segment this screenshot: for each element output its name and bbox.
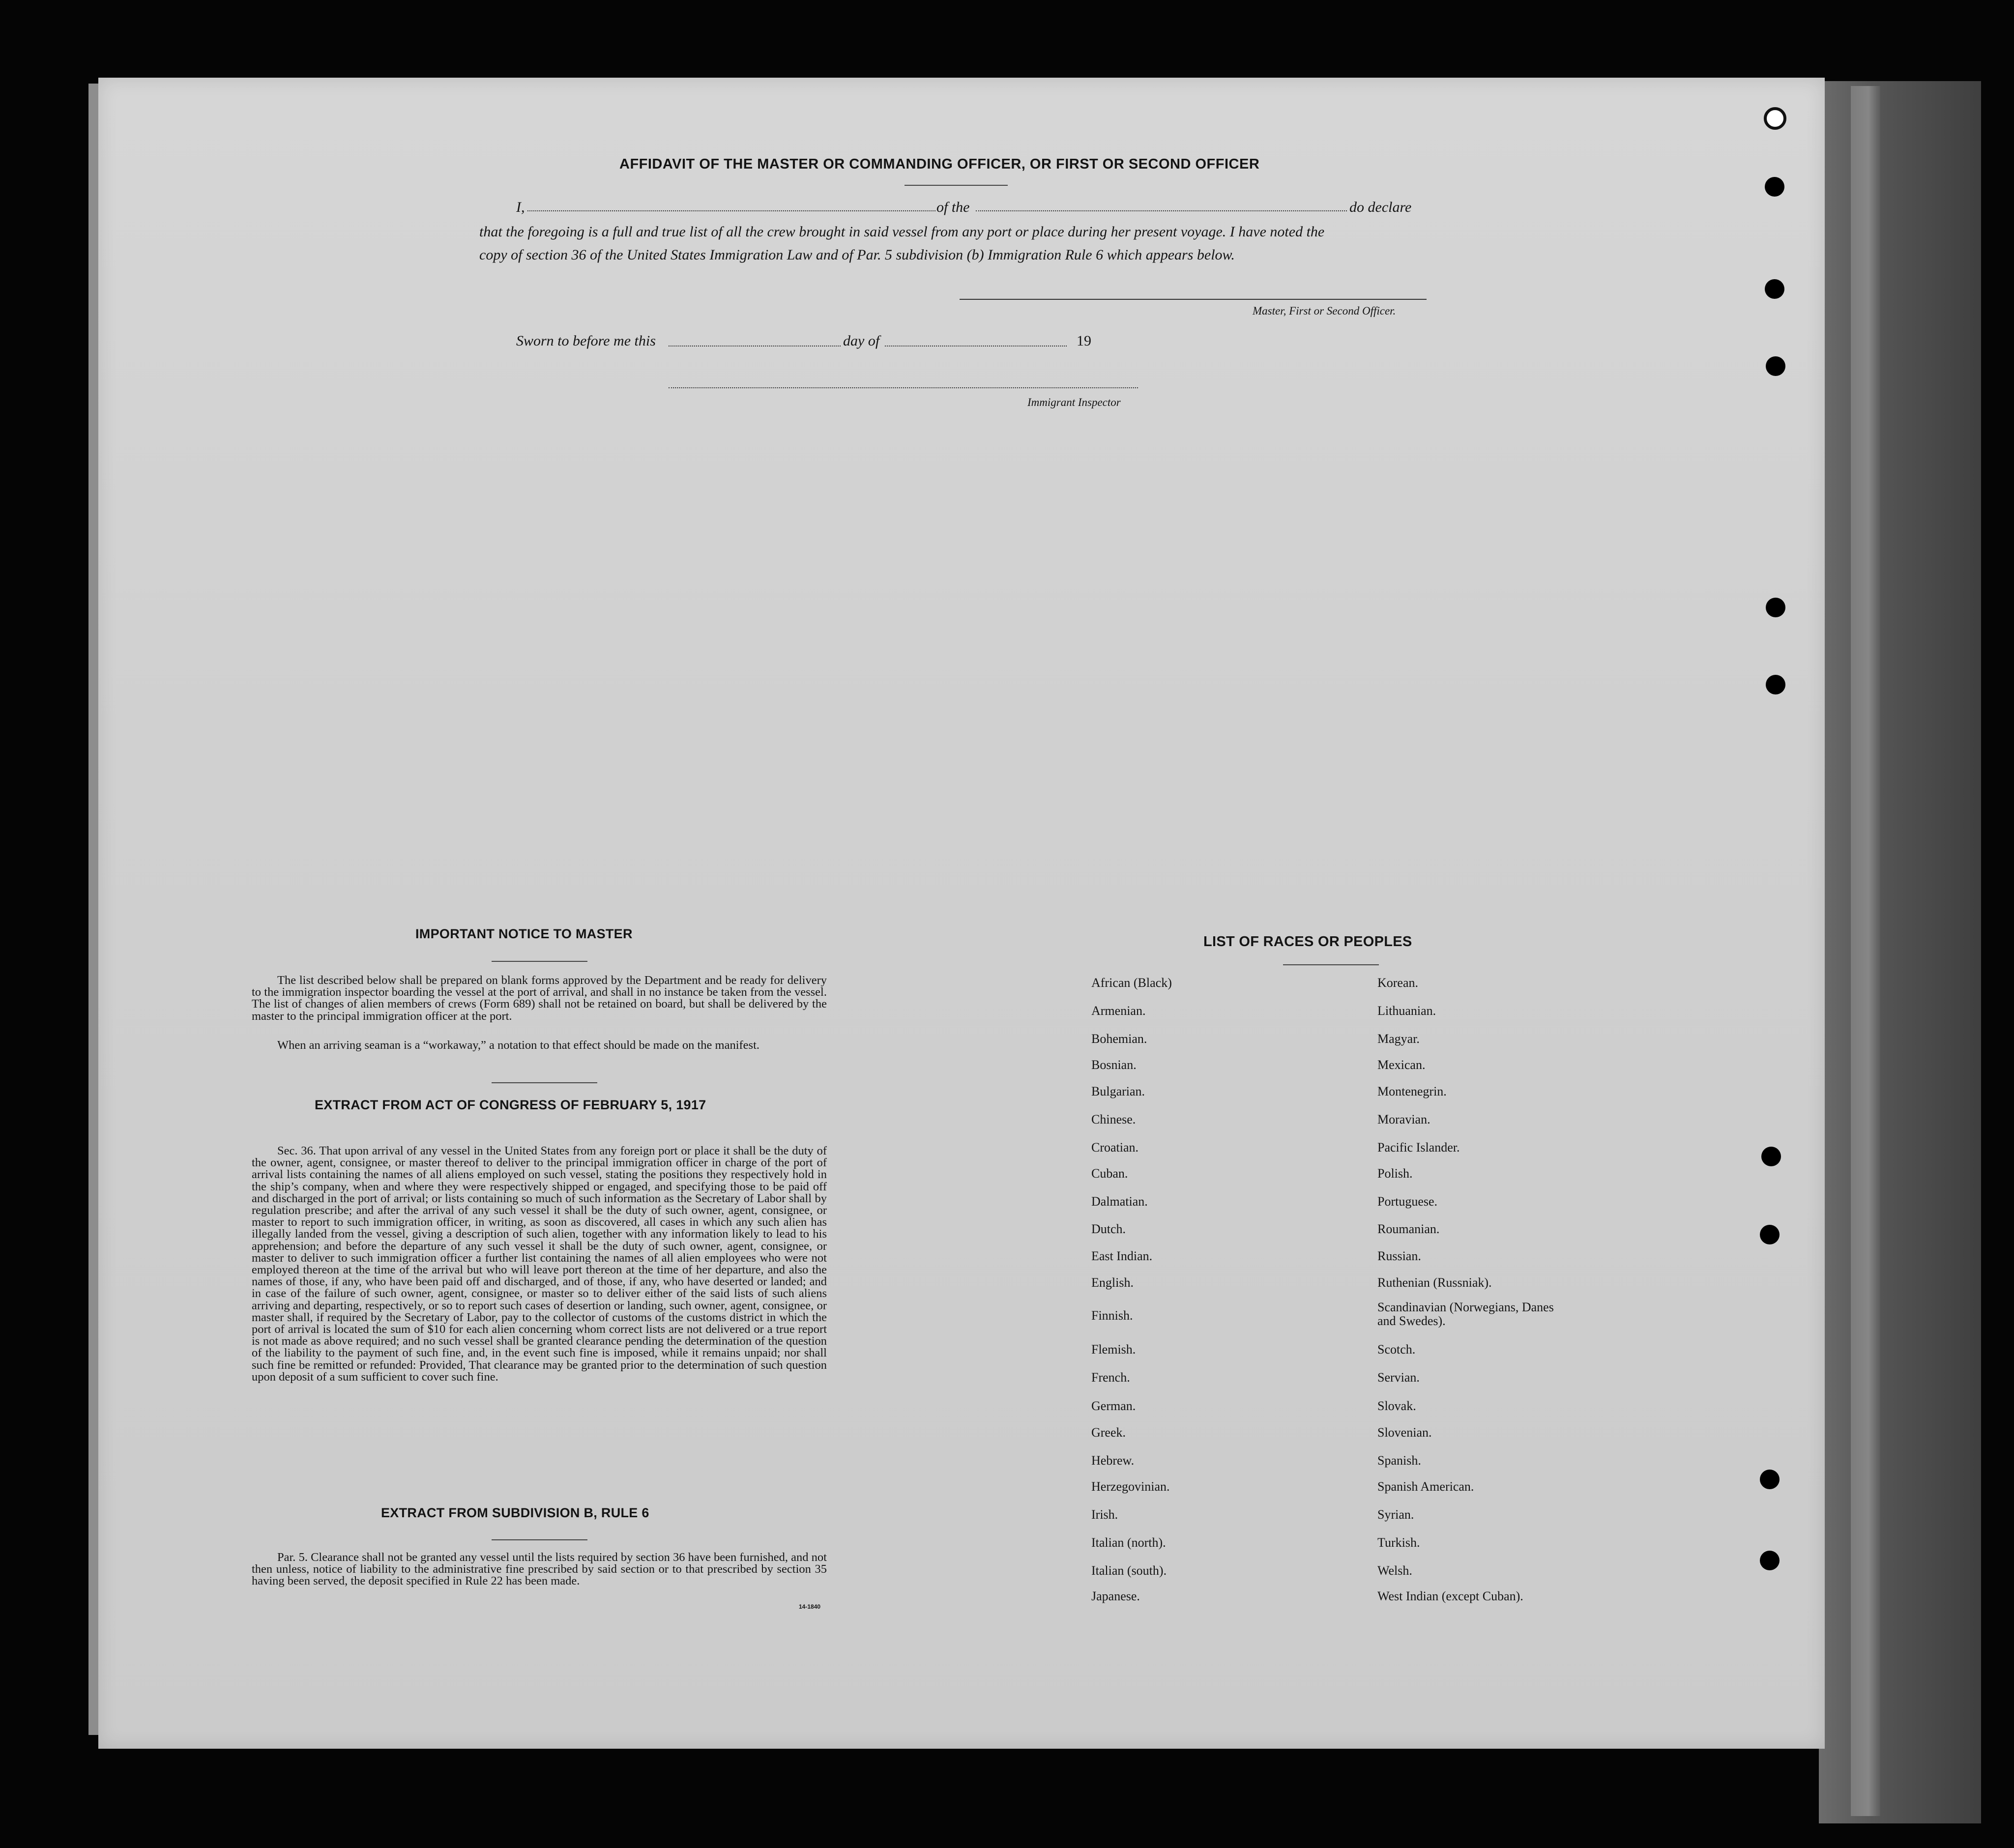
race-right: Russian. [1377,1249,1421,1263]
race-right: Syrian. [1377,1507,1414,1522]
race-right: Moravian. [1377,1112,1430,1126]
officer-signature-line[interactable] [960,299,1427,300]
inspector-signature-line[interactable] [669,387,1138,388]
race-right: Magyar. [1377,1032,1420,1046]
race-left: East Indian. [1091,1249,1153,1263]
form-number: 14-1840 [799,1603,821,1610]
binder-hole [1766,598,1785,617]
race-left: Armenian. [1091,1004,1146,1018]
inspector-caption: Immigrant Inspector [1027,396,1121,408]
affidavit-line1-start: I, [516,199,525,215]
binder-hole [1765,177,1784,197]
race-left: Dutch. [1091,1222,1126,1236]
race-left: Bulgarian. [1091,1084,1145,1098]
race-right: Lithuanian. [1377,1004,1436,1018]
binder-hole [1761,1147,1781,1166]
sworn-start: Sworn to before me this [516,333,656,349]
race-right: Spanish American. [1377,1479,1474,1494]
affidavit-title: AFFIDAVIT OF THE MASTER OR COMMANDING OFFICER, OR FIRST OR SECOND OFFICER [619,156,1260,172]
race-right: Portuguese. [1377,1194,1438,1209]
form-sheet [98,78,1825,1749]
binder-hole [1766,356,1785,376]
race-right: Spanish. [1377,1453,1421,1468]
race-left: Italian (south). [1091,1563,1167,1578]
race-right: Roumanian. [1377,1222,1440,1236]
race-right: Welsh. [1377,1563,1412,1578]
race-left: Chinese. [1091,1112,1136,1126]
affidavit-line3: copy of section 36 of the United States Immigration Law and of Par. 5 subdivision (b) Immigration Rule 6 which appears below. [479,247,1235,263]
vessel-field[interactable] [976,210,1347,211]
race-left: Herzegovinian. [1091,1479,1170,1494]
act-title: EXTRACT FROM ACT OF CONGRESS OF FEBRUARY 5, 1917 [315,1097,706,1112]
race-right: Mexican. [1377,1058,1426,1072]
race-right: Servian. [1377,1370,1420,1385]
binder-hole [1766,675,1785,694]
rule-title: EXTRACT FROM SUBDIVISION B, RULE 6 [381,1505,649,1520]
affidavit-title-rule [905,185,1008,186]
notice-title-rule [492,961,587,962]
binder-hole [1760,1470,1780,1489]
race-left: African (Black) [1091,976,1172,990]
race-right: Montenegrin. [1377,1084,1447,1098]
affidavit-line1-end: do declare [1349,199,1412,215]
officer-signature-caption: Master, First or Second Officer. [1253,305,1396,317]
race-right: Slovak. [1377,1399,1416,1413]
races-title: LIST OF RACES OR PEOPLES [1203,934,1412,950]
race-left: Bohemian. [1091,1032,1147,1046]
race-right: Scandinavian (Norwegians, Danes and Swedes). [1377,1300,1554,1328]
binder-hole [1760,1551,1780,1570]
underlying-page-edge [1851,86,1880,1816]
binder-hole [1765,279,1784,299]
binder-hole [1760,1225,1780,1244]
race-left: Cuban. [1091,1166,1128,1181]
race-left: Irish. [1091,1507,1118,1522]
race-right: Slovenian. [1377,1425,1432,1440]
act-text: Sec. 36. That upon arrival of any vessel in the United States from any foreign port or place it shall be the duty of the owner, agent, consignee, or master thereof to deliver to the principal immigration officer in charge of the port of arrival lists containing the names of all aliens employed on such vessel, stating the positions they respectively hold in the ship’s company, when and where they were respectively shipped or engaged, and specifying those to be paid off and discharged in the port of arrival; or lists containing so much of such information as the Secretary of Labor shall by regulation prescribe; and after the arrival of any such vessel it shall be the duty of such owner, agent, consignee, or master to report to such immigration officer, in writing, as soon as discovered, all cases in which any such alien has illegally landed from the vessel, giving a description of such alien, together with any information likely to lead to his apprehension; and before the departure of any such vessel it shall be the duty of such owner, agent, consignee, or master to deliver to such immigration officer a further list containing the names of all alien employees who were not employed thereon at the time of the arrival but who will leave port thereon at the time of her departure, and also the names of those, if any, who have been paid off and discharged, and of those, if any, who have deserted or landed; and in case of the failure of such owner, agent, consignee, or master so to deliver either of the said lists of such aliens arriving and departing, respectively, or so to report such cases of desertion or landing, such owner, agent, consignee, or master shall, if required by the Secretary of Labor, pay to the collector of customs of the customs district in which the port of arrival is located the sum of $10 for each alien concerning whom correct lists are not delivered or a true report is not made as above required; and no such vessel shall be granted clearance pending the determination of the question of the liability to the payment of such fine, and, in the event such fine is imposed, while it remains unpaid; nor shall such fine be remitted or refunded: Provided, That clearance may be granted prior to the determination of such question upon deposit of a sum sufficient to cover such fine. [252,1144,827,1384]
race-left: Croatian. [1091,1140,1139,1155]
race-right: Korean. [1377,976,1419,990]
notice-paragraph-2: When an arriving seaman is a “workaway,” a notation to that effect should be made on the manifest. [277,1039,760,1052]
race-left: Greek. [1091,1425,1126,1440]
sworn-mid: day of [843,333,880,349]
race-left: Dalmatian. [1091,1194,1148,1209]
notice-paragraph-1: The list described below shall be prepared on blank forms approved by the Department and be ready for delivery to the immigration inspector boarding the vessel at the port of arrival, and shall in no instance be taken from the vessel. The list of changes of alien members of crews (Form 689) shall not be retained on board, but shall be delivered by the master to the principal immigration officer at the port. [252,974,827,1023]
sworn-year: 19 [1077,333,1091,349]
race-left: Hebrew. [1091,1453,1135,1468]
underlying-page [1819,81,1981,1823]
race-right: Turkish. [1377,1535,1420,1550]
race-left: French. [1091,1370,1130,1385]
divider-rule [492,1082,597,1083]
notice-title: IMPORTANT NOTICE TO MASTER [415,926,633,941]
race-left: Bosnian. [1091,1058,1137,1072]
race-right: Ruthenian (Russniak). [1377,1275,1492,1290]
race-right: Scotch. [1377,1342,1416,1357]
affidavit-line2: that the foregoing is a full and true list of all the crew brought in said vessel from any port or place during her present voyage. I have noted the [479,224,1325,240]
races-title-rule [1283,964,1379,965]
race-left: Finnish. [1091,1308,1133,1323]
race-right: Polish. [1377,1166,1413,1181]
race-right: Pacific Islander. [1377,1140,1460,1155]
race-left: Italian (north). [1091,1535,1166,1550]
affidavit-line1-mid: of the [936,199,970,215]
race-right: West Indian (except Cuban). [1377,1589,1523,1603]
name-field[interactable] [527,210,935,211]
race-left: English. [1091,1275,1134,1290]
binder-hole [1764,107,1786,130]
race-left: German. [1091,1399,1136,1413]
rule-text: Par. 5. Clearance shall not be granted any vessel until the lists required by section 36 have been furnished, and not then unless, notice of liability to the administrative fine prescribed by said section or to that prescribed by section 35 having been served, the deposit specified in Rule 22 has been made. [252,1551,827,1588]
rule-title-rule [492,1539,587,1540]
race-left: Flemish. [1091,1342,1136,1357]
race-left: Japanese. [1091,1589,1140,1603]
